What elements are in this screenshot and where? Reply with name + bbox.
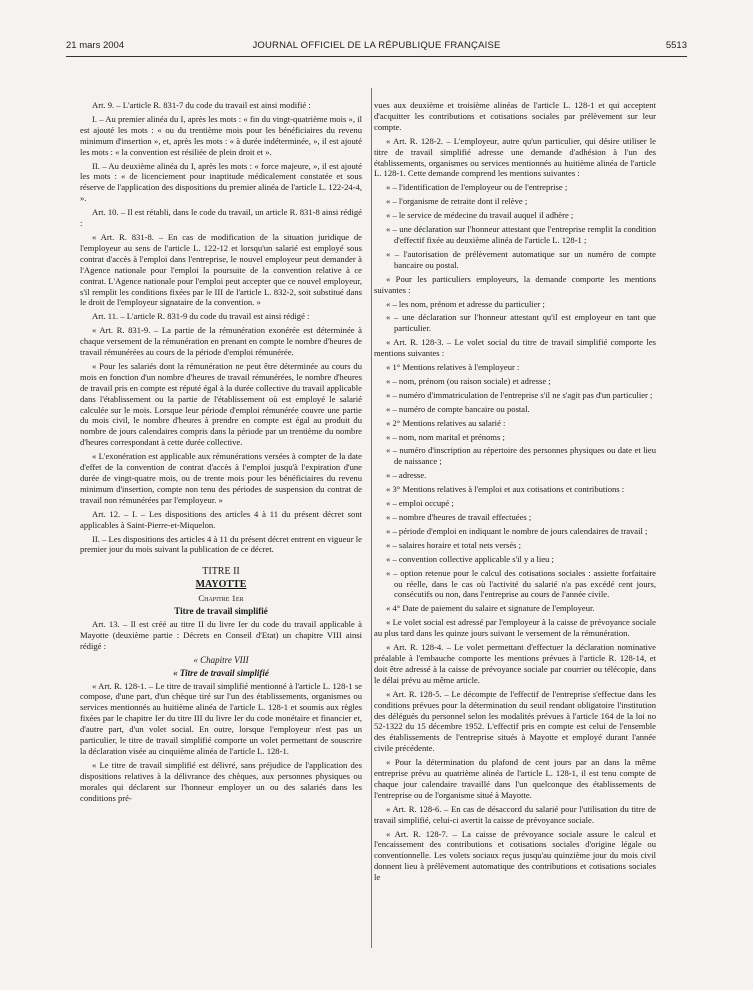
list-item: « – nombre d'heures de travail effectuées ; (386, 512, 532, 522)
chapitre-viii-heading: « Chapitre VIII (193, 654, 249, 665)
list-item: « – adresse. (386, 470, 427, 481)
column-divider (371, 88, 372, 948)
paragraph: « Art. R. 128-1. – Le titre de travail simplifié mentionné à l'article L. 128-1 se compose, d'une part, d'un chèque tiré sur l'un des établissements, organismes ou services mentionnés au huitième alinéa de l'article L. 128-1 et soumis aux règles fixées par le chapitre Ier du titre III du livre Ier du code monétaire et financier et, d'autre part, d'un volet social. En outre, lorsque l'employeur n'est pas un particulier, le titre de travail simplifié comporte un volet permettant de souscrire la déclaration visée au cinquième alinéa de l'article L. 128-1. (80, 680, 362, 756)
list-item: « – salaires horaire et total nets versés ; (386, 539, 522, 550)
paragraph: « Art. R. 128-7. – La caisse de prévoyance sociale assure le calcul et l'encaissement des contributions et cotisations sociales d'origine légale ou conventionnelle. Les volets sociaux reçus jusqu'au quinzième jour du mois civil donnent lieu à prélèvement automatique des contributions et cotisations sociales le (374, 828, 656, 883)
list-item: « – numéro de compte bancaire ou postal. (386, 403, 530, 414)
list-item: « – période d'emploi en indiquant le nombre de jours calendaires de travail ; (386, 525, 648, 536)
paragraph: « Le titre de travail simplifié est délivré, sans préjudice de l'application des dispositions relatives à la délivrance des chèques, aux personnes physiques ou morales qui déclarent sur l'honneur employer un ou des salariés dans les conditions pré- (80, 759, 362, 803)
paragraph: Art. 13. – Il est créé au titre II du livre Ier du code du travail applicable à Mayotte (deuxième partie : Décrets en Conseil d'Etat) un chapitre VIII ainsi rédigé : (80, 618, 362, 651)
list-item: « – emploi occupé ; (386, 498, 454, 509)
paragraph: II. – Les dispositions des articles 4 à 11 du présent décret entrent en vigueur le premier jour du mois suivant la publication de ce décret. (80, 533, 362, 555)
list-item: « – convention collective applicable s'il y a lieu ; (386, 553, 554, 564)
list-item: « – les nom, prénom et adresse du particulier ; (386, 298, 545, 309)
list-item: « – numéro d'immatriculation de l'entreprise s'il ne s'agit pas d'un particulier ; (386, 389, 653, 400)
right-column (374, 100, 656, 960)
left-column (80, 100, 362, 960)
paragraph: Art. 9. – L'article R. 831-7 du code du travail est ainsi modifié : (92, 100, 311, 110)
paragraph: Art. 10. – Il est rétabli, dans le code du travail, un article R. 831-8 ainsi rédigé : (80, 207, 362, 229)
header-date: 21 mars 2004 (66, 40, 125, 51)
list-item: « – le service de médecine du travail auquel il adhère ; (386, 210, 574, 221)
paragraph: « Art. R. 128-3. – Le volet social du titre de travail simplifié comporte les mentions suivantes : (374, 337, 656, 359)
list-item: « 1° Mentions relatives à l'employeur : (386, 362, 520, 373)
list-item: « – nom, prénom (ou raison sociale) et adresse ; (386, 375, 551, 386)
list-item: « – l'organisme de retraite dont il relève ; (386, 196, 528, 207)
chapitre-title: Titre de travail simplifié (174, 606, 268, 617)
list-item: « – option retenue pour le calcul des cotisations sociales : assiette forfaitaire ou réelle, dans le cas où l'activité du salarié n'a pas excédé cent jours, consécutifs ou non, dans l'entreprise au cours de l'année civile. (386, 567, 656, 600)
mayotte-heading: MAYOTTE (195, 579, 247, 591)
paragraph: « Art. R. 831-8. – En cas de modification de la situation juridique de l'employeur au sens de l'article L. 122-12 et lorsqu'un salarié est employé sous contrat d'accès à l'emploi dans l'entreprise, le nouvel employeur peut demander à l'Agence nationale pour l'emploi la poursuite de la convention relative à ce contrat. L'Agence nationale pour l'emploi peut accepter que ce nouvel employeur, s'il remplit les conditions fixées par le III de l'article L. 832-2, soit substitué dans le droit de l'employeur signataire de la convention. » (80, 231, 362, 308)
titre-heading: TITRE II (202, 566, 240, 578)
list-item: « 3° Mentions relatives à l'emploi et aux cotisations et contributions : (386, 484, 625, 495)
paragraph: « Pour les salariés dont la rémunération ne peut être déterminée au cours du mois en fonction d'un nombre d'heures de travail rémunérées, le nombre d'heures de travail pris en compte est réputé égal à la durée collective du travail applicable dans l'établissement ou la partie de l'établissement où est employé le salarié calculée sur le mois. Lorsque leur période d'emploi rémunérée couvre une partie du mois civil, le nombre d'heures à prendre en compte est égal au produit du nombre de jours calendaires compris dans la période par un trentième du nombre d'heures correspondant à cette durée collective. (80, 360, 362, 448)
paragraph: vues aux deuxième et troisième alinéas de l'article L. 128-1 et qui acceptent d'acquitter les contributions et cotisations sociales par prélèvement sur leur compte. (374, 100, 656, 132)
list-item: « – numéro d'inscription au répertoire des personnes physiques ou date et lieu de naissance ; (386, 445, 656, 467)
list-item: « – l'identification de l'employeur ou de l'entreprise ; (386, 182, 568, 193)
paragraph: « Art. R. 128-4. – Le volet permettant d'effectuer la déclaration nominative préalable à l'embauche comporte les mentions prévues à l'article R. 128-14, et doit être adressé à la caisse de prévoyance sociale par courrier ou télécopie, dans le délai prévu au même article. (374, 642, 656, 685)
header-journal-title: JOURNAL OFFICIEL DE LA RÉPUBLIQUE FRANÇAISE (252, 40, 501, 51)
paragraph: « Art. R. 128-6. – En cas de désaccord du salarié pour l'utilisation du titre de travail simplifié, celui-ci avertit la caisse de prévoyance sociale. (374, 803, 656, 825)
paragraph: « L'exonération est applicable aux rémunérations versées à compter de la date d'effet de la convention de contrat d'accès à l'emploi jusqu'à l'expiration d'une durée de vingt-quatre mois, ou de trente mois pour les bénéficiaires du revenu minimum d'insertion, compte non tenu des périodes de suspension du contrat de travail non rémunérées par l'employeur. » (80, 451, 362, 505)
chapitre-heading: Chapitre 1er (198, 593, 244, 604)
paragraph: I. – Au premier alinéa du I, après les mots : « fin du vingt-quatrième mois », il est ajouté les mots : « ou du trentième mois pour les bénéficiaires du revenu minimum d'insertion », et, après les mots : « à durée indéterminée, », il est ajouté les mots : « la convention est résiliée de plein droit et ». (80, 113, 362, 157)
paragraph: « Pour la détermination du plafond de cent jours par an dans la même entreprise prévu au quatrième alinéa de l'article L. 128-1, il est tenu compte de chaque jour calendaire travaillé dans l'un quelconque des établissements de l'entreprise ou de l'organisme situé à Mayotte. (374, 757, 656, 800)
list-item: « – une déclaration sur l'honneur attestant qu'il est employeur en tant que particulier. (386, 312, 656, 334)
list-item: « – nom, nom marital et prénoms ; (386, 431, 505, 442)
header-rule (66, 56, 687, 57)
list-item: « 4° Date de paiement du salaire et signature de l'employeur. (386, 603, 595, 614)
chapitre-viii-title: « Titre de travail simplifié (173, 667, 269, 678)
list-item: « – l'autorisation de prélèvement automatique sur un numéro de compte bancaire ou postal. (386, 248, 656, 270)
paragraph: « Art. R. 831-9. – La partie de la rémunération exonérée est déterminée à chaque versement de la rémunération en prenant en compte le nombre d'heures de travail rémunérées au cours de la période d'emploi rémunérée. (80, 325, 362, 358)
list-item: « 2° Mentions relatives au salarié : (386, 417, 506, 428)
paragraph: Art. 11. – L'article R. 831-9 du code du travail est ainsi rédigé : (92, 311, 310, 322)
header-page-number: 5513 (665, 40, 687, 51)
paragraph: II. – Au deuxième alinéa du I, après les mots : « force majeure, », il est ajouté les mots : « de licenciement pour inaptitude médicalement constatée et sous réserve de l'application des dispositions du premier alinéa de l'article L. 122-24-4, ». (80, 160, 362, 204)
paragraph: « Le volet social est adressé par l'employeur à la caisse de prévoyance sociale au plus tard dans les quinze jours suivant le versement de la rémunération. (374, 617, 656, 639)
paragraph: « Art. R. 128-5. – Le décompte de l'effectif de l'entreprise s'effectue dans les conditions prévues pour la détermination du seuil rendant obligatoire l'institution des délégués du personnel selon les modalités prévues à l'article 164 de la loi no 52-1322 du 15 décembre 1952. L'effectif pris en compte est celui de l'ensemble des établissements de l'entreprise situés à Mayotte et employé durant l'année civile précédente. (374, 688, 656, 754)
paragraph: « Pour les particuliers employeurs, la demande comporte les mentions suivantes : (374, 273, 656, 295)
paragraph: « Art. R. 128-2. – L'employeur, autre qu'un particulier, qui désire utiliser le titre de travail simplifié adresse une demande d'adhésion à l'un des établissements, organismes ou services mentionnés au huitième alinéa de l'article L. 128-1. Cette demande comprend les mentions suivantes : (374, 135, 656, 179)
list-item: « – une déclaration sur l'honneur attestant que l'entreprise remplit la condition d'effectif fixée au deuxième alinéa de l'article L. 128-1 ; (386, 224, 656, 245)
paragraph: Art. 12. – I. – Les dispositions des articles 4 à 11 du présent décret sont applicables à Saint-Pierre-et-Miquelon. (80, 508, 362, 530)
page-header (66, 40, 687, 54)
